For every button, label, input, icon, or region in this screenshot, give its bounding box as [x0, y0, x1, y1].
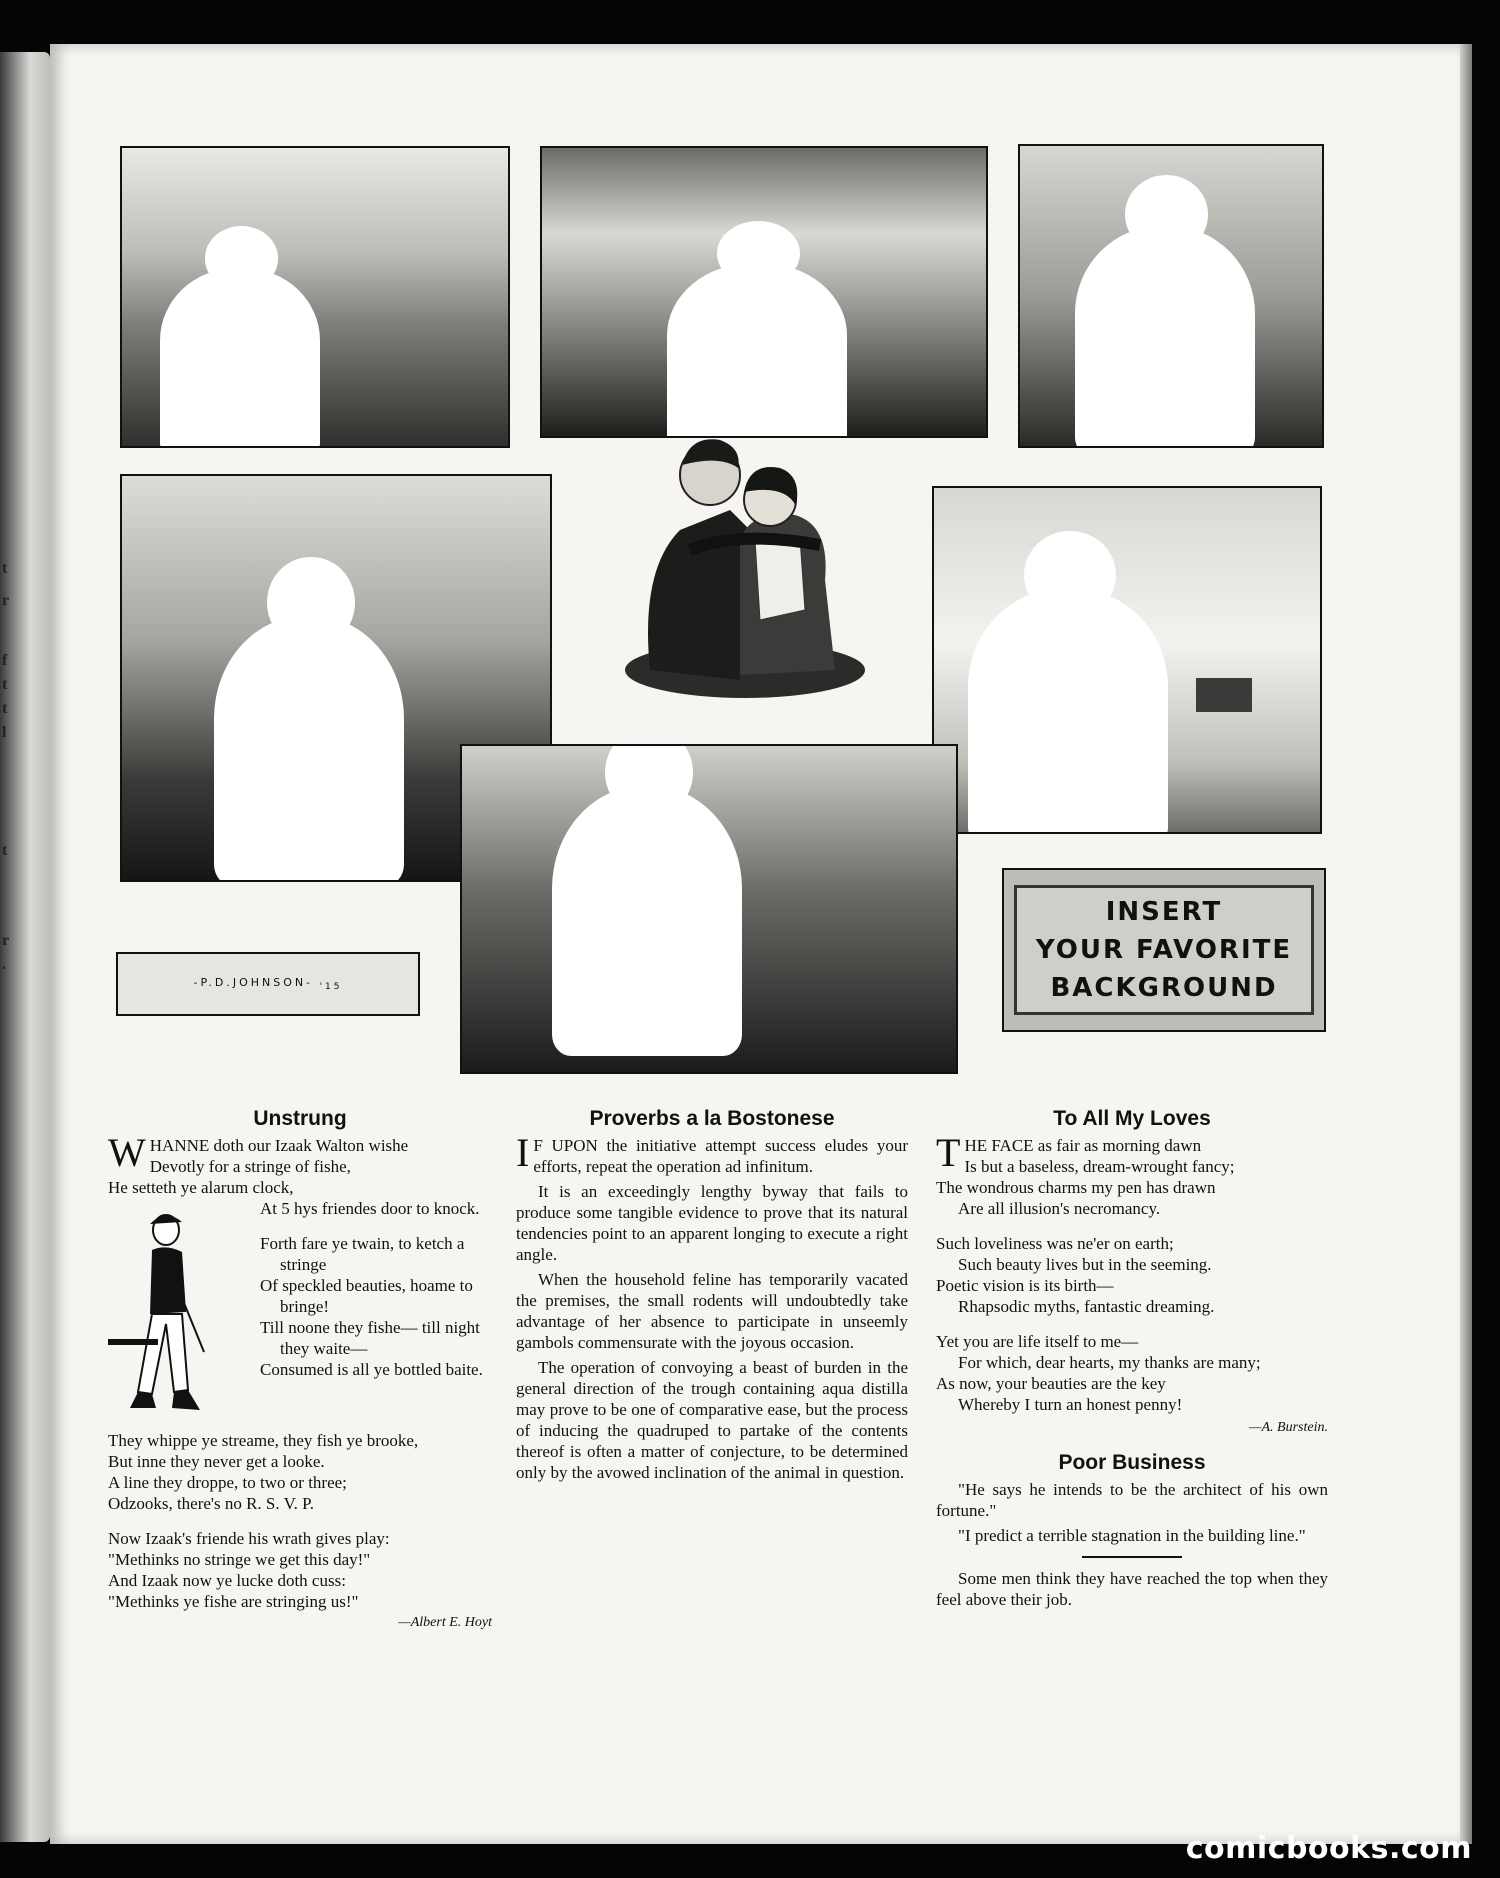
column-loves	[936, 1108, 1328, 1610]
left-facing-page	[0, 52, 50, 1842]
poem-line: Poetic vision is its birth—	[936, 1276, 1114, 1295]
margin-letter: t	[2, 676, 8, 693]
column-proverbs	[516, 1108, 908, 1483]
page-edge	[1460, 44, 1472, 1844]
panel-automobile	[460, 744, 958, 1074]
byline: —Albert E. Hoyt	[398, 1615, 492, 1630]
insert-background-sign	[1002, 868, 1326, 1032]
margin-letter: r	[2, 932, 10, 949]
poem-line: Till noone they fishe— till night they waite—	[260, 1318, 480, 1358]
poem-line: As now, your beauties are the key	[936, 1374, 1166, 1393]
article-paragraph: It is an exceedingly lengthy byway that fails to produce some tangible evidence to prove that its natural tendencies point to an apparent longing to execute a right angle.	[516, 1182, 908, 1264]
poem-line: Is but a baseless, dream-wrought fancy;	[964, 1157, 1235, 1176]
margin-letter: t	[2, 560, 8, 577]
figure-cutout	[214, 616, 404, 882]
article-paragraph: "He says he intends to be the architect of his own fortune."	[936, 1480, 1328, 1520]
artist-signature-box	[116, 952, 420, 1016]
poem-line: Now Izaak's friende his wrath gives play:	[108, 1529, 390, 1548]
bench	[1196, 678, 1252, 712]
figure-cutout	[1075, 226, 1255, 448]
margin-letter: t	[2, 700, 8, 717]
column-unstrung	[108, 1108, 492, 1633]
panel-porch	[1018, 144, 1324, 448]
poem-line: The wondrous charms my pen has drawn	[936, 1178, 1216, 1197]
figure-cutout	[667, 263, 847, 438]
watermark: comicbooks.com	[1185, 1831, 1472, 1866]
article-paragraph: When the household feline has temporarily vacated the premises, the small rodents will undoubtedly take advantage of her absence to participate in unseemly gambols commensurate with the joyous occasion.	[516, 1270, 908, 1352]
couple-illustration	[620, 420, 870, 700]
article-paragraph: "I predict a terrible stagnation in the building line."	[958, 1526, 1306, 1545]
dropcap: T	[936, 1130, 961, 1175]
poem-line: But inne they never get a looke.	[108, 1452, 325, 1471]
sign-line: YOUR FAVORITE	[1035, 934, 1293, 965]
poem-line: Odzooks, there's no R. S. V. P.	[108, 1494, 314, 1513]
poem-line: Devotly for a stringe of fishe,	[149, 1157, 351, 1176]
poem-title: To All My Loves	[1053, 1107, 1211, 1130]
poem-line: HANNE doth our Izaak Walton wishe	[149, 1136, 409, 1155]
article-paragraph: Some men think they have reached the top when they feel above their job.	[936, 1569, 1328, 1609]
poem-line: And Izaak now ye lucke doth cuss:	[108, 1571, 346, 1590]
poem-line: Such loveliness was ne'er on earth;	[936, 1234, 1174, 1253]
divider-rule	[1082, 1556, 1182, 1558]
margin-letter: r	[2, 592, 10, 609]
sign-line: BACKGROUND	[1050, 972, 1278, 1003]
golfer-illustration	[108, 1202, 220, 1422]
poem-line: A line they droppe, to two or three;	[108, 1473, 347, 1492]
poem-line: "Methinks ye fishe are stringing us!"	[108, 1592, 359, 1611]
margin-letter: f	[2, 652, 8, 669]
margin-letter: l	[2, 724, 7, 741]
figure-cutout	[968, 588, 1168, 834]
poem-line: Consumed is all ye bottled baite.	[260, 1360, 483, 1379]
poem-line: He setteth ye alarum clock,	[108, 1178, 294, 1197]
artist-signature: -P.D.JOHNSON-	[193, 975, 314, 989]
poem-line: They whippe ye streame, they fish ye brooke,	[108, 1431, 419, 1450]
panel-lighthouse-shore	[120, 146, 510, 448]
poem-title: Unstrung	[253, 1107, 347, 1130]
article-title: Proverbs a la Bostonese	[589, 1107, 835, 1130]
panel-snow-field	[932, 486, 1322, 834]
margin-letter: .	[2, 956, 6, 973]
poem-line: Forth fare ye twain, to ketch a stringe	[260, 1234, 465, 1274]
byline: —A. Burstein.	[1249, 1420, 1328, 1435]
margin-letter: t	[2, 842, 8, 859]
poem-line: Are all illusion's necromancy.	[958, 1199, 1161, 1218]
panel-waterfall	[540, 146, 988, 438]
article-paragraph: The operation of convoying a beast of burden in the general direction of the trough containing aqua distilla may prove to be one of comparative ease, but the process of inducing the quadruped to partake of the contents thereof is often a matter of conjecture, to be determined only by the avowed inclination of the animal in question.	[516, 1358, 908, 1482]
artist-year: '15	[319, 982, 343, 993]
poem-line: Of speckled beauties, hoame to bringe!	[260, 1276, 473, 1316]
poem-line: For which, dear hearts, my thanks are many;	[958, 1353, 1261, 1372]
poem-line: Rhapsodic myths, fantastic dreaming.	[958, 1297, 1215, 1316]
poem-line: Such beauty lives but in the seeming.	[958, 1255, 1212, 1274]
figure-cutout	[160, 268, 320, 448]
poem-line: Yet you are life itself to me—	[936, 1332, 1139, 1351]
poem-line: "Methinks no stringe we get this day!"	[108, 1550, 371, 1569]
sign-line: INSERT	[1105, 896, 1223, 927]
dropcap: I	[516, 1130, 530, 1175]
article-paragraph: F UPON the initiative attempt success eludes your efforts, repeat the operation ad infinitum.	[533, 1136, 908, 1176]
figure-cutout	[552, 786, 742, 1056]
poem-line: At 5 hys friendes door to knock.	[260, 1199, 480, 1218]
poem-line: Whereby I turn an honest penny!	[958, 1395, 1183, 1414]
poem-line: HE FACE as fair as morning dawn	[964, 1136, 1202, 1155]
article-title: Poor Business	[1058, 1451, 1206, 1474]
dropcap: W	[108, 1130, 146, 1175]
